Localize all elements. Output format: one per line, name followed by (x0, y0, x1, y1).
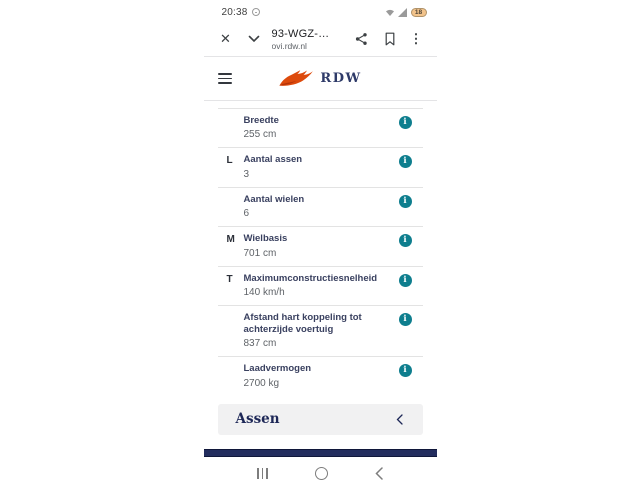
spec-row-laadvermogen (218, 357, 423, 395)
spec-row-breedte (218, 109, 423, 148)
spec-value: 6 (243, 208, 250, 220)
info-icon[interactable]: i (399, 364, 412, 377)
back-icon[interactable] (375, 467, 383, 480)
spec-value: 701 cm (243, 247, 277, 259)
spec-value: 140 km/h (243, 286, 285, 298)
dimension-letter (218, 312, 244, 313)
section-title: Assen (235, 411, 280, 427)
spec-value: 3 (243, 168, 250, 180)
tab-url: ovi.rdw.nl (271, 40, 307, 51)
hamburger-menu-icon[interactable] (218, 73, 232, 83)
status-bar (204, 0, 437, 22)
chevron-left-icon (396, 414, 403, 425)
dimension-letter: M (226, 234, 235, 246)
spec-row-maximumconstructiesnelheid (218, 267, 423, 306)
site-header (204, 57, 437, 100)
spec-row-text (244, 363, 399, 388)
info-icon[interactable]: i (399, 274, 412, 287)
rdw-bird-icon (278, 70, 314, 88)
battery-icon: 18 (411, 8, 427, 17)
spec-label: Aantal wielen (243, 193, 305, 205)
page-title-block[interactable] (272, 28, 338, 51)
spec-label: Breedte (243, 115, 279, 126)
spec-row-text (244, 154, 399, 179)
rdw-logo[interactable] (278, 70, 361, 88)
dimension-letter (218, 115, 244, 116)
spec-row-aantal-wielen (218, 188, 423, 227)
browser-toolbar (204, 22, 437, 56)
share-icon[interactable] (354, 32, 368, 46)
info-icon[interactable]: i (399, 313, 412, 326)
dimension-letter (218, 194, 244, 195)
info-icon[interactable]: i (399, 155, 412, 168)
tab-title: 93-WGZ-… (271, 27, 330, 40)
page-footer-bar (204, 449, 437, 457)
recents-icon[interactable] (257, 468, 268, 479)
close-icon[interactable]: ✕ (220, 31, 231, 46)
status-left (222, 7, 260, 18)
spec-label: Maximumconstructiesnelheid (243, 272, 378, 284)
chevron-down-icon[interactable] (248, 35, 260, 43)
spec-row-text (244, 233, 399, 258)
clock: 20:38 (221, 6, 248, 18)
rdw-wordmark: RDW (320, 71, 362, 86)
home-icon[interactable] (315, 467, 328, 480)
android-nav-bar (204, 457, 437, 480)
spec-label: Laadvermogen (243, 363, 312, 375)
wifi-icon (385, 8, 395, 17)
spec-value: 2700 kg (243, 377, 280, 389)
status-right (385, 8, 427, 17)
overflow-menu-icon[interactable]: ⋮ (409, 31, 423, 46)
spec-row-afstand-koppeling (218, 306, 423, 357)
spec-value: 837 cm (243, 338, 277, 350)
spec-row-text (244, 273, 399, 298)
info-icon[interactable]: i (399, 234, 412, 247)
assen-accordion[interactable] (218, 404, 423, 435)
signal-icon (398, 8, 408, 17)
dimension-letter: T (226, 273, 233, 285)
spec-row-text (244, 194, 399, 219)
dimension-letter (218, 363, 244, 364)
spec-row-aantal-assen (218, 148, 423, 187)
screen-record-icon (252, 8, 260, 16)
header-divider (204, 100, 437, 101)
dimension-letter: L (226, 155, 233, 167)
spec-row-text (244, 115, 399, 140)
info-icon[interactable]: i (399, 116, 412, 129)
bookmark-icon[interactable] (384, 32, 396, 46)
spec-label: Wielbasis (243, 233, 288, 245)
spec-label: Aantal assen (243, 154, 303, 166)
vehicle-spec-list (218, 108, 423, 396)
spec-label: Afstand hart koppeling tot achterzijde voertuig (243, 311, 362, 335)
info-icon[interactable]: i (399, 195, 412, 208)
spec-row-text (244, 312, 399, 349)
spec-row-wielbasis (218, 227, 423, 266)
spec-value: 255 cm (243, 129, 277, 141)
phone-screen (204, 0, 437, 480)
